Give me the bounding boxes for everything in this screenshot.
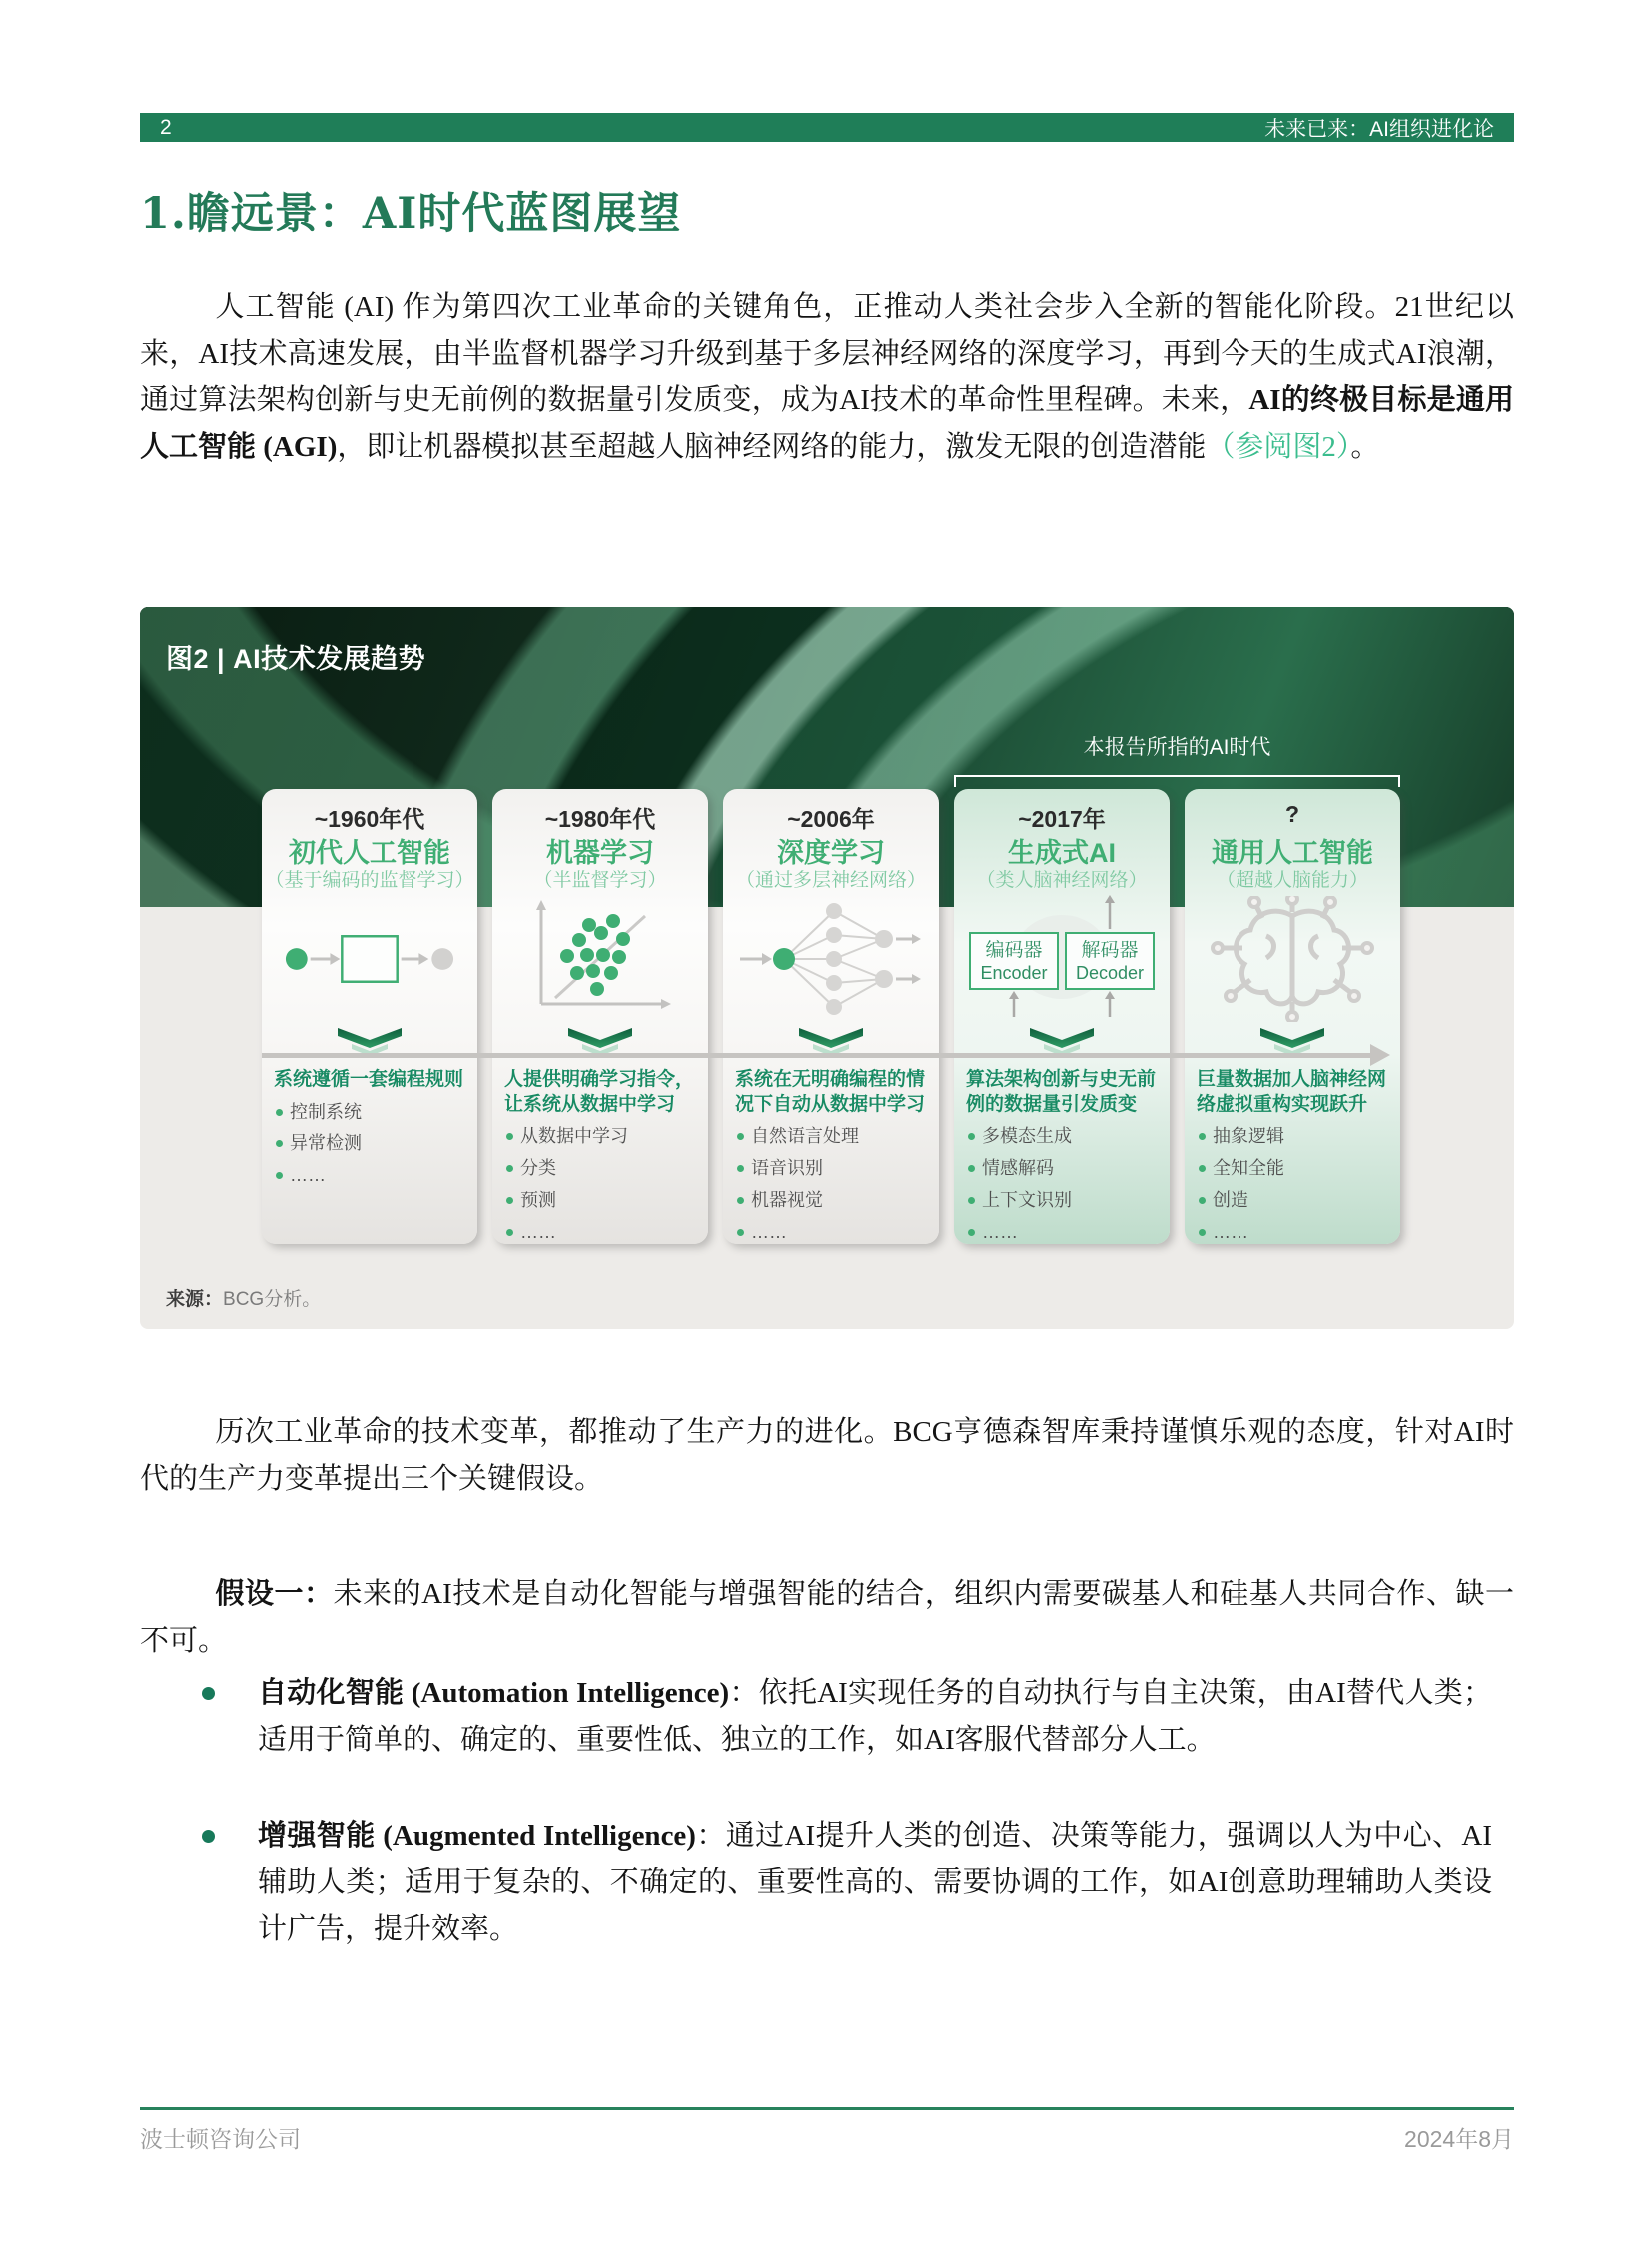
body-paragraph: 历次工业革命的技术变革，都推动了生产力的进化。BCG亨德森智库秉持谨慎乐观的态度，针对AI时代的生产力变革提出三个关键假设。 xyxy=(140,1416,1514,1495)
list-item: 控制系统 xyxy=(274,1100,465,1123)
figure-source xyxy=(166,1284,321,1311)
intro-text-end: 。 xyxy=(1350,431,1380,463)
list-item xyxy=(140,1670,1514,1764)
term-definition: ：通过AI提升人类的创造、决策等能力，强调以人为中心、AI辅助人类；适用于复杂的、不确定的、重要性高的、需要协调的工作，如AI创意助理辅助人类设计广告，提升效率。 xyxy=(258,1820,1492,1945)
list-item: …… xyxy=(735,1220,927,1244)
svg-text:Encoder: Encoder xyxy=(980,963,1048,983)
card-bullet-list xyxy=(1197,1124,1388,1244)
timeline-arrow xyxy=(262,1053,1370,1058)
card-description xyxy=(1185,1067,1400,1244)
list-item: 抽象逻辑 xyxy=(1197,1124,1388,1148)
intro-text: 人工智能 (AI) 作为第四次工业革命的关键角色，正推动人类社会步入全新的智能化阶段。21世纪以来，AI技术高速发展，由半监督机器学习升级到基于多层神经网络的深度学习，再到今天的生成式AI浪潮，通过算法架构创新与史无前例的数据量引发质变，成为AI技术的革命性里程碑。未来， xyxy=(140,291,1514,416)
intro-bold-text: AI的终极目标是通用人工智能 (AGI) xyxy=(140,384,1514,463)
running-title: 未来已来：AI组织进化论 xyxy=(1264,117,1494,141)
card-heading: 系统在无明确编程的情况下自动从数据中学习 xyxy=(735,1069,926,1115)
card-deep-learning xyxy=(723,789,939,1244)
source-text: BCG分析。 xyxy=(223,1289,322,1310)
encoder-decoder-icon xyxy=(954,893,1170,1025)
card-heading: 人提供明确学习指令，让系统从数据中学习 xyxy=(504,1069,695,1115)
card-bullet-list xyxy=(504,1124,696,1244)
figure-2 xyxy=(140,607,1514,1329)
list-item: 异常检测 xyxy=(274,1131,465,1155)
list-item: 创造 xyxy=(1197,1188,1388,1212)
list-item: 自然语言处理 xyxy=(735,1124,927,1148)
card-title: 深度学习 xyxy=(777,838,885,868)
list-item: 语音识别 xyxy=(735,1156,927,1180)
figure-title: 图2 | AI技术发展趋势 xyxy=(166,644,426,674)
era-label: ~1960年代 xyxy=(314,806,425,832)
card-description xyxy=(492,1067,708,1244)
footer-company: 波士顿咨询公司 xyxy=(140,2126,301,2152)
svg-text:解码器: 解码器 xyxy=(1081,940,1139,961)
card-generative-ai xyxy=(954,789,1170,1244)
list-item: 机器视觉 xyxy=(735,1188,927,1212)
list-item xyxy=(140,1813,1514,1953)
scatter-plot-icon xyxy=(492,893,708,1025)
footer-date: 2024年8月 xyxy=(1404,2126,1514,2152)
card-machine-learning xyxy=(492,789,708,1244)
card-subtitle: （类人脑神经网络） xyxy=(976,870,1148,891)
brain-circuit-icon xyxy=(1185,893,1400,1025)
list-item: 分类 xyxy=(504,1156,696,1180)
list-item: …… xyxy=(966,1220,1158,1244)
card-description xyxy=(954,1067,1170,1244)
card-bullet-list xyxy=(274,1100,465,1187)
list-item: 从数据中学习 xyxy=(504,1124,696,1148)
card-description xyxy=(723,1067,939,1244)
term-bold: 自动化智能 (Automation Intelligence) xyxy=(258,1677,730,1709)
card-early-ai xyxy=(262,789,477,1244)
timeline-cards xyxy=(262,789,1400,1244)
card-subtitle: （半监督学习） xyxy=(533,870,667,891)
card-agi xyxy=(1185,789,1400,1244)
card-title: 生成式AI xyxy=(1008,838,1116,868)
term-bold: 增强智能 (Augmented Intelligence) xyxy=(258,1820,696,1852)
section-title: 1.瞻远景：AI时代蓝图展望 xyxy=(140,189,682,239)
process-flow-icon xyxy=(262,893,477,1025)
list-item: 预测 xyxy=(504,1188,696,1212)
ai-era-bracket xyxy=(954,775,1400,787)
figure-reference-link[interactable]: （参阅图2） xyxy=(1206,431,1351,463)
intro-paragraph xyxy=(140,284,1514,471)
card-bullet-list xyxy=(966,1124,1158,1244)
page-number: 2 xyxy=(160,115,172,139)
page-header-bar xyxy=(140,113,1514,142)
card-subtitle: （通过多层神经网络） xyxy=(735,870,926,891)
list-item: …… xyxy=(1197,1220,1388,1244)
intro-text-2: ，即让机器模拟甚至超越人脑神经网络的能力，激发无限的创造潜能 xyxy=(337,431,1207,463)
list-item: 全知全能 xyxy=(1197,1156,1388,1180)
hypothesis-label: 假设一： xyxy=(215,1578,334,1610)
card-heading: 算法架构创新与史无前例的数据量引发质变 xyxy=(966,1069,1157,1115)
card-heading: 巨量数据加人脑神经网络虚拟重构实现跃升 xyxy=(1197,1069,1387,1115)
list-item: 情感解码 xyxy=(966,1156,1158,1180)
era-label: ? xyxy=(1284,801,1300,827)
card-title: 通用人工智能 xyxy=(1212,838,1373,868)
term-definition: ：依托AI实现任务的自动执行与自主决策，由AI替代人类；适用于简单的、确定的、重要性低、独立的工作，如AI客服代替部分人工。 xyxy=(258,1677,1492,1756)
bullet-icon xyxy=(202,1687,215,1700)
svg-text:编码器: 编码器 xyxy=(985,940,1043,961)
svg-text:Decoder: Decoder xyxy=(1075,963,1145,983)
hypothesis-text: 未来的AI技术是自动化智能与增强智能的结合，组织内需要碳基人和硅基人共同合作、缺一不可。 xyxy=(140,1578,1514,1657)
list-item: …… xyxy=(274,1163,465,1187)
definition-list xyxy=(140,1670,1514,1953)
list-item: 多模态生成 xyxy=(966,1124,1158,1148)
source-label: 来源： xyxy=(166,1289,224,1310)
era-label: ~2006年 xyxy=(787,806,875,832)
ai-era-bracket-label: 本报告所指的AI时代 xyxy=(1083,736,1271,759)
era-label: ~2017年 xyxy=(1018,806,1106,832)
list-item: 上下文识别 xyxy=(966,1188,1158,1212)
card-heading: 系统遵循一套编程规则 xyxy=(274,1069,464,1090)
neural-network-icon xyxy=(723,893,939,1025)
card-subtitle: （超越人脑能力） xyxy=(1216,870,1368,891)
card-description xyxy=(262,1067,477,1187)
card-title: 初代人工智能 xyxy=(289,838,450,868)
list-item: …… xyxy=(504,1220,696,1244)
card-subtitle: （基于编码的监督学习） xyxy=(265,870,474,891)
hypothesis-paragraph xyxy=(140,1571,1514,1665)
page-footer xyxy=(140,2121,1514,2154)
bullet-icon xyxy=(202,1830,215,1843)
card-bullet-list xyxy=(735,1124,927,1244)
card-title: 机器学习 xyxy=(546,838,654,868)
era-label: ~1980年代 xyxy=(544,806,656,832)
footer-divider xyxy=(140,2107,1514,2110)
